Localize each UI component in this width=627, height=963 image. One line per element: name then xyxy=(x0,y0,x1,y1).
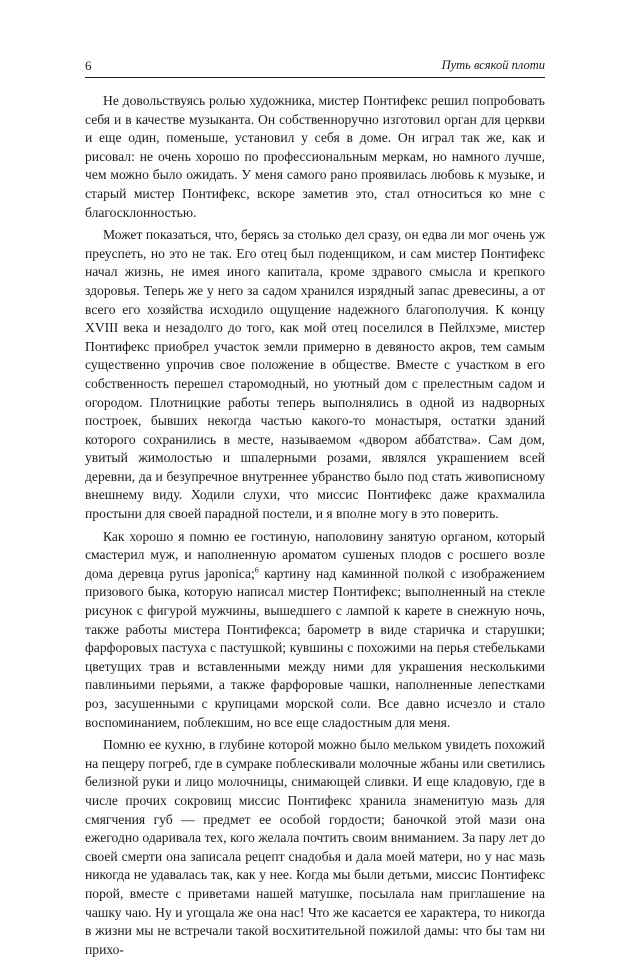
paragraph-1: Не довольствуясь ролью художника, мистер Понтифекс решил попробовать себя и в качестве музыканта. Он собственноручно изготовил орган для церкви и еще один, поменьше, установил у себя в доме. Он играл так же, как и рисовал: не очень хорошо по профессиональным меркам, но намного лучше, чем можно было ожидать. У меня самого рано проявилась любовь к музыке, и старый мистер Понтифекс, вскоре заметив это, стал относиться ко мне с благосклонностью. xyxy=(85,93,545,220)
page-number: 6 xyxy=(85,58,92,73)
page-header xyxy=(85,58,545,78)
paragraph-3 xyxy=(85,528,545,733)
header-rule xyxy=(85,77,545,78)
paragraph-3-rest: картину над каминной полкой с изображением призового быка, которую написал мистер Понтифекс; выполненный на стекле рисунок с фигурой мужчины, вышедшего с лампой к карете в снежную ночь, также работы мистера Понтифекса; барометр в виде старичка и старушки; фарфоровых пастуха с пастушкой; кувшины с похожими на перья стебельками цветущих трав и вставленными между ними для украшения несколькими павлиньими перьями, а также фарфоровые чашки, наполненные лепестками роз, засушенными с крупицами морской соли. Все давно исчезло и стало воспоминанием, поблекшим, но все еще сладостным для меня. xyxy=(85,565,545,730)
paragraph-3-start: Как хорошо я помню ее гостиную, наполовину занятую органом, который смастерил муж, и наполненную ароматом сушеных плодов с росшего возле дома деревца pyrus japonica; xyxy=(85,528,545,581)
paragraph-2: Может показаться, что, берясь за столько дел сразу, он едва ли мог очень уж преуспеть, но это не так. Его отец был поденщиком, и сам мистер Понтифекс начал жизнь, не имея иного капитала, кроме здравого смысла и крепкого здоровья. Теперь же у него за садом хранился изрядный запас древесины, а от всего его хозяйства исходило ощущение надежного благополучия. К концу XVIII века и незадолго до того, как мой отец поселился в Пейлхэме, мистер Понтифекс приобрел участок земли примерно в девяносто акров, тем самым существенно упрочив свое положение в обществе. Вместе с участком в его собственность перешел старомодный, но уютный дом с прелестным садом и огородом. Плотницкие работы теперь выполнялись в одной из надворных построек, бывших некогда частью какого-то монастыря, остатки зданий которого сохранились в месте, называемом «двором аббатства». Сам дом, увитый жимолостью и шпалерными розами, являлся украшением всей деревни, да и безупречное внутреннее убранство было под стать живописному внешнему виду. Ходили слухи, что миссис Понтифекс даже крахмалила простыни для своей парадной постели, и я вполне могу в это поверить. xyxy=(85,227,545,522)
paragraph-4: Помню ее кухню, в глубине которой можно было мельком увидеть похожий на пещеру погреб, где в сумраке поблескивали молочные жбаны или светились белизной руки и лицо молочницы, снимающей сливки. И еще кладовую, где в числе прочих сокровищ миссис Понтифекс хранила знаменитую мазь для смягчения губ — предмет ее особой гордости; баночкой этой мази она ежегодно одаривала тех, кого желала почтить своим вниманием. За пару лет до своей смерти она записала рецепт снадобья и дала моей матери, но у нас мазь никогда не удавалась так, как у нее. Когда мы были детьми, миссис Понтифекс порой, вместе с приветами нашей матушке, посылала нам приглашение на чашку чаю. Ну и угощала же она нас! Что же касается ее характера, то никогда в жизни мы не встречали такой восхитительной пожилой дамы: что бы там ни прихо- xyxy=(85,737,545,957)
footnote-marker: 6 xyxy=(254,565,259,575)
body-text xyxy=(85,92,545,963)
running-title: Путь всякой плоти xyxy=(441,58,545,72)
